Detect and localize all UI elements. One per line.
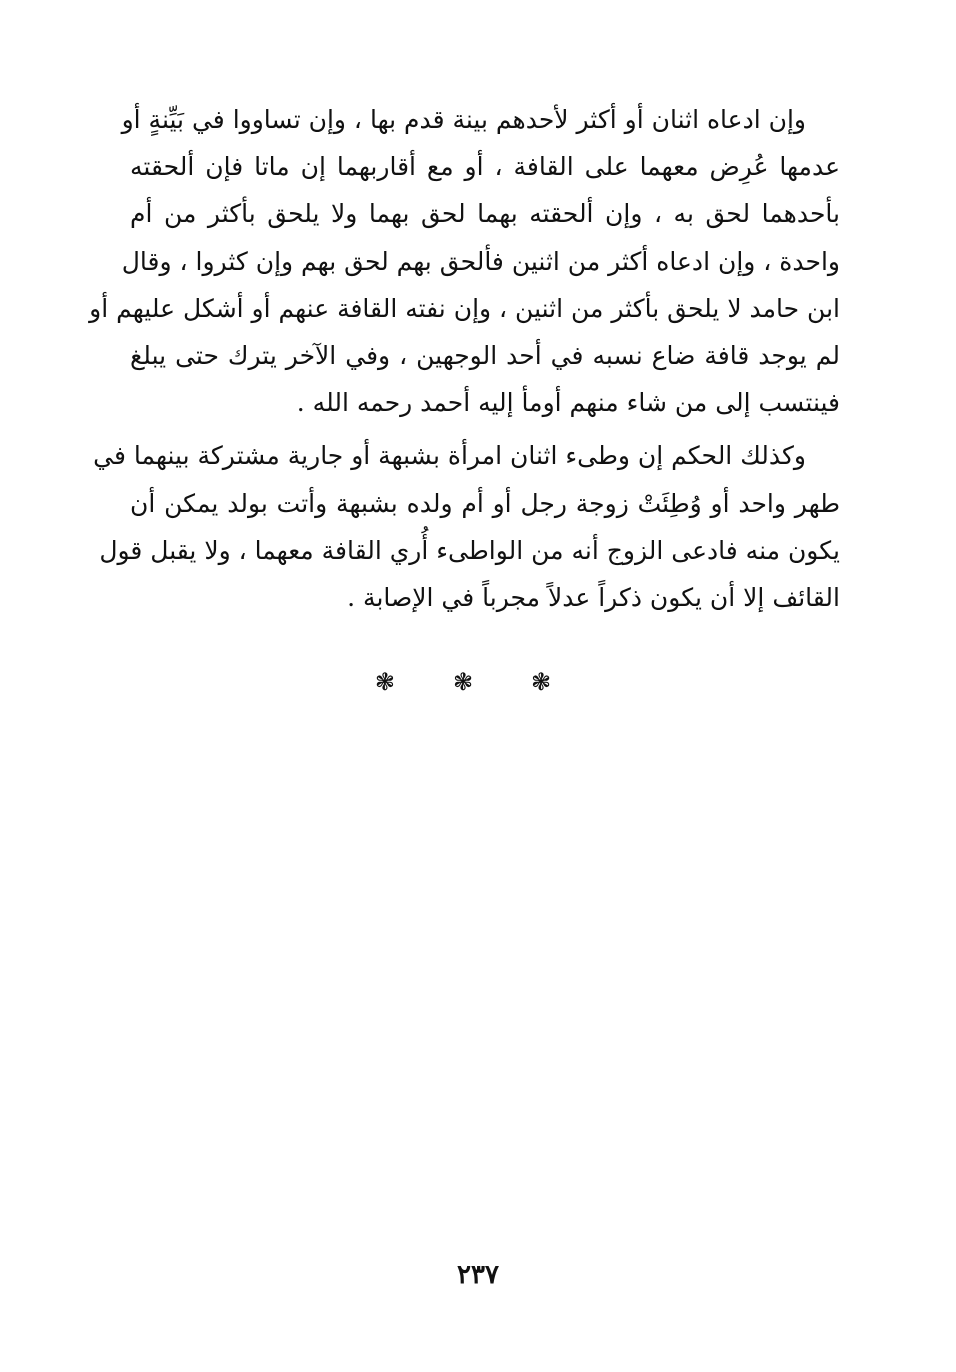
paragraph-2-line-1: وكذلك الحكم إن وطىء اثنان امرأة بشبهة أو جارية مشتركة بينهما في [93, 441, 806, 471]
asterism-icon: ❃ [374, 668, 425, 696]
paragraph-1-line-6: لم يوجد قافة ضاع نسبه في أحد الوجهين ، وفي الآخر يترك حتى يبلغ [130, 340, 840, 370]
asterism-icon: ❃ [531, 668, 582, 696]
paragraph-1-line-7: فينتسب إلى من شاء منهم أومأ إليه أحمد رحمه الله . [296, 388, 840, 418]
asterism-icon: ❃ [452, 668, 504, 696]
body-text [89, 96, 840, 621]
paragraph-1-line-5: ابن حامد لا يلحق بأكثر من اثنين ، وإن نفته القافة عنهم أو أشكل عليهم أو [89, 293, 840, 323]
paragraph-1-line-1: وإن ادعاه اثنان أو أكثر لأحدهم بينة قدم بها ، وإن تساووا في بَيِّنةٍ أو [121, 105, 806, 134]
paragraph-1-line-3: بأحدهما لحق به ، وإن ألحقته بهما لحق بهما ولا يلحق بأكثر من أم [130, 199, 840, 229]
paragraph-1 [89, 96, 840, 426]
paragraph-2 [93, 432, 840, 621]
page-number: ٢٣٧ [457, 1260, 499, 1290]
paragraph-2-line-4: القائف إلا أن يكون ذكراً عدلاً مجرباً في الإصابة . [347, 582, 840, 612]
paragraph-1-line-4: واحدة ، وإن ادعاه أكثر من اثنين فألحق بهم لحق بهم وإن كثروا ، وقال [121, 246, 840, 276]
section-separator [0, 668, 956, 696]
paragraph-2-line-2: طهر واحد أو وُطِئَتْ زوجة رجل أو أم ولده بشبهة وأتت بولد يمكن أن [130, 488, 840, 518]
paragraph-2-line-3: يكون منه فادعى الزوج أنه من الواطىء أُري القافة معهما ، ولا يقبل قول [99, 535, 840, 565]
paragraph-1-line-2: عدمها عُرِض معهما على القافة ، أو مع أقاربهما إن ماتا فإن ألحقته [130, 152, 840, 182]
